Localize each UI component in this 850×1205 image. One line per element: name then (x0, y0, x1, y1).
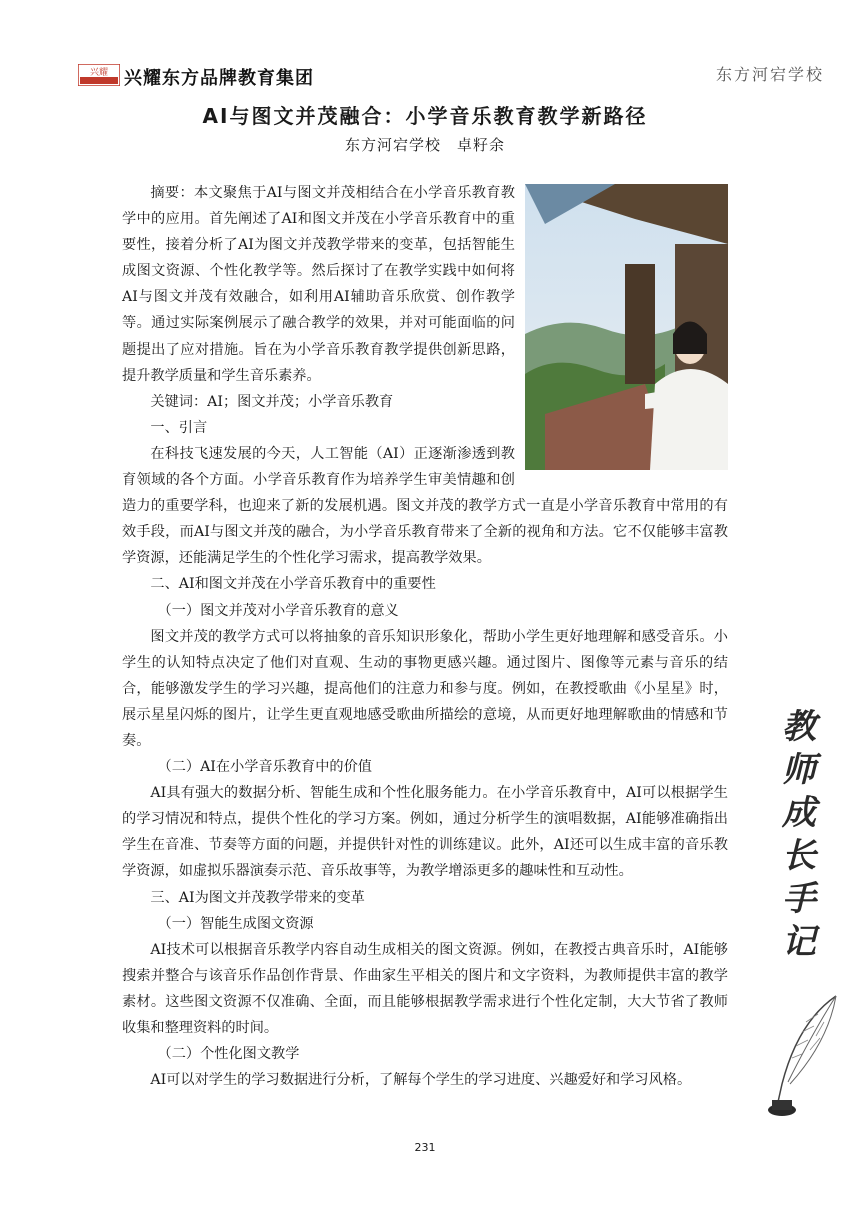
keywords: 关键词：AI；图文并茂；小学音乐教育 (150, 393, 394, 410)
subsection-heading: （一）智能生成图文资源 (157, 915, 314, 932)
school-tag: 东方河宕学校 (715, 65, 824, 84)
logo-text: 兴耀 (89, 68, 109, 78)
paragraph: 摘要：本文聚焦于AI与图文并茂相结合在小学音乐教育教学中的应用。首先阐述了AI和图文并茂在小学音乐教育中的重要性，接着分析了AI为图文并茂教学带来的变革，包括智能生成图文资源、个性化教学等。然后探讨了在教学实践中如何将AI与图文并茂有效融合，如利用AI辅助音乐欣赏、创作教学等。通过实际案例展示了融合教学的效果，并对可能面临的问题提出了应对措施。旨在为小学音乐教育教学提供创新思路，提升教学质量和学生音乐素养。 (122, 185, 515, 384)
sidebar-char: 成 (782, 793, 816, 833)
article-byline: 东方河宕学校 卓籽余 (344, 136, 505, 154)
paragraph: AI具有强大的数据分析、智能生成和个性化服务能力。在小学音乐教育中，AI可以根据学生的学习情况和特点，提供个性化的学习方案。例如，通过分析学生的演唱数据，AI能够准确指出学生在音准、节奏等方面的问题，并提供针对性的训练建议。此外，AI还可以生成丰富的音乐教学资源，如虚拟乐器演奏示范、音乐故事等，为教学增添更多的趣味性和互动性。 (122, 785, 728, 880)
paragraph: AI技术可以根据音乐教学内容自动生成相关的图文资源。例如，在教授古典音乐时，AI能够搜索并整合与该音乐作品创作背景、作曲家生平相关的图片和文字资料，为教师提供丰富的教学素材。这些图文资源不仅准确、全面，而且能够根据教学需求进行个性化定制，大大节省了教师收集和整理资料的时间。 (122, 941, 728, 1036)
sidebar-char: 手 (782, 879, 816, 919)
subsection-heading: （二）个性化图文教学 (157, 1046, 300, 1063)
paragraph: 在科技飞速发展的今天，人工智能（AI）正逐渐渗透到教育领域的各个方面。小学音乐教育作为培养学生审美情趣和创造力的重要学科，也迎来了新的发展机遇。图文并茂的教学方式一直是小学音乐教育中常用的有效手段，而AI与图文并茂的融合，为小学音乐教育带来了全新的视角和方法。它不仅能够丰富教学资源，还能满足学生的个性化学习需求，提高教学效果。 (122, 445, 728, 567)
sidebar-title (774, 706, 824, 964)
sidebar-char: 长 (782, 836, 816, 876)
page-number: 231 (414, 1141, 436, 1154)
sidebar-char: 师 (782, 750, 816, 790)
paragraph: 图文并茂的教学方式可以将抽象的音乐知识形象化，帮助小学生更好地理解和感受音乐。小学生的认知特点决定了他们对直观、生动的事物更感兴趣。通过图片、图像等元素与音乐的结合，能够激发学生的学习兴趣，提高他们的注意力和参与度。例如，在教授歌曲《小星星》时，展示星星闪烁的图片，让学生更直观地感受歌曲所描绘的意境，从而更好地理解歌曲的情感和节奏。 (122, 628, 728, 749)
paragraph: AI可以对学生的学习数据进行分析，了解每个学生的学习进度、兴趣爱好和学习风格。 (150, 1072, 692, 1089)
article-body (122, 180, 728, 1093)
group-name: 兴耀东方品牌教育集团 (124, 68, 314, 89)
section-heading: 二、AI和图文并茂在小学音乐教育中的重要性 (150, 576, 436, 593)
sidebar-char: 教 (782, 707, 816, 747)
section-heading: 三、AI为图文并茂教学带来的变革 (150, 889, 365, 906)
author-photo (525, 184, 728, 470)
subsection-heading: （二）AI在小学音乐教育中的价值 (157, 759, 372, 776)
sidebar-char: 记 (782, 922, 816, 962)
group-logo (78, 64, 120, 86)
subsection-heading: （一）图文并茂对小学音乐教育的意义 (157, 602, 399, 619)
section-heading: 一、引言 (150, 419, 208, 436)
article-title: AI与图文并茂融合：小学音乐教育教学新路径 (202, 104, 648, 128)
quill-icon (758, 992, 840, 1122)
